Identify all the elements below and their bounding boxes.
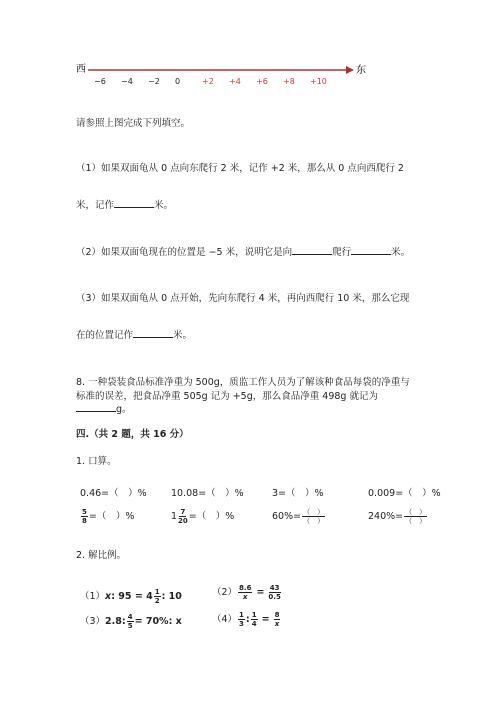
q8-line3	[76, 404, 132, 416]
number-line-label: +6	[256, 77, 268, 86]
blank-fraction[interactable]: $\frac{( )}{( )}$	[303, 508, 325, 525]
west-label: 西	[76, 64, 86, 75]
calc-r2c2	[171, 508, 234, 525]
number-line-labels	[94, 77, 327, 86]
section4-title: 四.（共 2 题，共 16 分）	[76, 429, 189, 440]
q8-answer-blank[interactable]	[76, 411, 116, 412]
intro-text: 请参照上图完成下列填空。	[76, 118, 191, 129]
ratio-problem-4: （4） $\frac{1}{3}$ : $\frac{1}{4}$ = $\frac{8}{x}$	[212, 611, 280, 628]
number-line-label: +2	[202, 77, 214, 86]
number-line-label: −6	[94, 77, 106, 86]
calc-r2c4	[368, 508, 428, 525]
q3-text-a: 在的位置记作	[76, 330, 134, 341]
q2-line	[76, 247, 410, 259]
calc-r1c1: 0.46=（ ）%	[80, 488, 147, 499]
q3-line1: （3）如果双面龟从 0 点开始，先向东爬行 4 米，再向西爬行 10 米，那么它现	[76, 293, 410, 304]
number-line-label: +8	[283, 77, 295, 86]
fraction: $\frac{5}{8}$	[82, 508, 87, 525]
ratio-problem-1: （1） x : 95 = 4 $\frac{1}{2}$ : 10	[80, 588, 182, 605]
number-line	[60, 58, 370, 90]
s1-title: 1. 口算。	[76, 456, 117, 467]
calc-r1c3: 3=（ ）%	[272, 488, 324, 499]
q8-line1: 8. 一种袋装食品标准净重为 500g，质监工作人员为了解该种食品每袋的净重与	[76, 377, 410, 388]
calc-r1c2: 10.08=（ ）%	[171, 488, 244, 499]
q3-text-b: 米。	[173, 330, 193, 341]
calc-r2c3-head: 60%=	[272, 510, 302, 522]
number-line-label: 0	[175, 77, 181, 86]
q3-answer-blank[interactable]	[133, 337, 173, 338]
q2-direction-blank[interactable]	[292, 254, 332, 255]
number-line-label: +10	[310, 77, 327, 86]
number-line-label: −4	[121, 77, 133, 86]
q2-distance-blank[interactable]	[351, 254, 391, 255]
q1-text-b: 米。	[154, 200, 174, 211]
number-line-label: +4	[229, 77, 241, 86]
calc-r2c4-head: 240%=	[368, 510, 404, 522]
blank-fraction[interactable]: $\frac{( )}{( )}$	[405, 508, 427, 525]
ratio-problem-2: （2） $\frac{8.6}{x}$ = $\frac{43}{0.5}$	[212, 584, 281, 601]
q2-text-b: 爬行	[332, 247, 352, 258]
mixed-number: 1 $\frac{7}{20}$	[171, 508, 188, 525]
east-label: 东	[356, 65, 366, 76]
q1-line2	[76, 200, 173, 212]
q8-line2: 标准的误差，把食品净重 505g 记为 +5g，那么食品净重 498g 就记为	[76, 391, 378, 402]
s2-title: 2. 解比例。	[76, 550, 127, 561]
calc-r1c4: 0.009=（ ）%	[368, 488, 441, 499]
q8-text-b: g。	[116, 404, 132, 415]
calc-r2c1-tail: =（ ）%	[88, 510, 135, 522]
q1-answer-blank[interactable]	[114, 207, 154, 208]
q2-text-a: （2）如果双面龟现在的位置是 −5 米，说明它是向	[76, 247, 293, 258]
number-line-label: −2	[148, 77, 160, 86]
ratio-problem-3: （3） 2.8: $\frac{4}{5}$ = 70%: x	[80, 613, 182, 630]
q3-line2	[76, 330, 192, 342]
q1-text-a: 米，记作	[76, 200, 115, 211]
calc-r2c2-tail: =（ ）%	[188, 510, 235, 522]
q1-line1: （1）如果双面龟从 0 点向东爬行 2 米，记作 +2 米，那么从 0 点向西爬行 2	[76, 163, 404, 174]
q2-text-c: 米。	[391, 247, 411, 258]
calc-r2c3	[272, 508, 326, 525]
number-line-arrow	[346, 66, 354, 74]
calc-r2c1	[80, 508, 134, 525]
